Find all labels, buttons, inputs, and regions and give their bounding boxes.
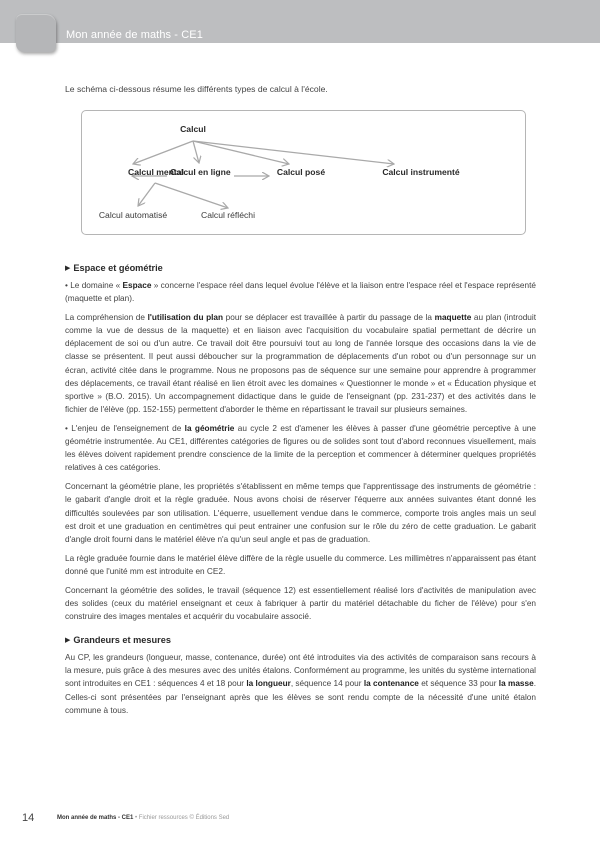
paragraph: • Le domaine « Espace » concerne l'espace réel dans lequel évolue l'élève et la liaison entre l'espace réel et l'espace représenté (maquette et plan). [65, 281, 536, 304]
footer-text [57, 815, 229, 821]
paragraph: Concernant la géométrie plane, les propriétés s'établissent en même temps que l'apprentissage des instruments de géométrie : le gabarit d'angle droit et la règle graduée. Nous avons choisi de réserver l'équerre aux années suivantes étant donné les difficultés soulevées par son utilisation. L'équerre, usuellement vendue dans le commerce, comporte trois angles mais un seul est droit et une graduation en centimètres qui peut entrainer une confusion sur le rôle du zéro de cette graduation. Le gabarit d'angle droit fourni dans le matériel élève n'a qu'un seul angle et pas de graduation. [65, 482, 536, 544]
header-tab-decoration [16, 14, 56, 52]
paragraph: La compréhension de l'utilisation du plan pour se déplacer est travaillée à partir du passage de la maquette au plan (introduit comme la vue de dessus de la maquette) et en liaison avec l'acquisition du vocabulaire spatial permettant de décrire un déplacement de soi ou d'un autre. Ce travail doit être poursuivi tout au long de l'année lorsque des occasions dans la vie de classe se présentent. Il peut aussi déboucher sur la programmation de déplacements d'un robot ou d'un personnage sur un écran, activité citée dans le programme. Nous ne proposons pas de séquence sur une semaine pour apprendre à programmer des déplacements, ce travail étant réalisé en lien étroit avec les domaines « Questionner le monde » et « Éducation physique et sportive » (B.O. 2015). Un accompagnement didactique dans le guide de l'enseignant (pp. 231-237) et des activités dans le fichier de l'élève (pp. 152-155) permettent d'aborder le thème en répartissant le travail sur plusieurs semaines. [65, 313, 536, 414]
footer-separator: • [133, 815, 139, 821]
section-espace-geometrie [65, 261, 536, 623]
section-heading-text: Espace et géométrie [73, 263, 163, 273]
node-calcul-instrumente: Calcul instrumenté [382, 167, 460, 177]
section-heading [65, 633, 536, 649]
node-calcul-mental: Calcul mental [128, 167, 184, 177]
footer-book-title: Mon année de maths - CE1 [57, 815, 134, 821]
triangle-bullet-icon: ▶ [65, 265, 71, 272]
node-calcul-reflechi: Calcul réfléchi [201, 210, 255, 220]
triangle-bullet-icon: ▶ [65, 637, 71, 645]
node-calcul-en-ligne [170, 167, 261, 177]
section-grandeurs-mesures [65, 633, 536, 716]
page-number: 14 [22, 812, 35, 824]
node-calcul-automatise: Calcul automatisé [98, 210, 168, 220]
header-title: Mon année de maths - CE1 [66, 29, 203, 41]
section-heading-text: Grandeurs et mesures [73, 635, 171, 646]
intro-text: Le schéma ci-dessous résume les différents types de calcul à l'école. [65, 84, 328, 94]
node-calcul: Calcul [180, 124, 206, 134]
paragraph: Concernant la géométrie des solides, le travail (séquence 12) est essentiellement réalisé lors d'activités de manipulation avec des solides (ceux du matériel enseignant et ceux à fabriquer à partir du matériel détachable du ficher de l'élève) pour s'en construire des images mentales et acquérir du vocabulaire associé. [65, 585, 536, 622]
section-heading [65, 261, 536, 277]
paragraph: • L'enjeu de l'enseignement de la géométrie au cycle 2 est d'amener les élèves à passer d'une géométrie perceptive à une géométrie instrumentée. Au CE1, différentes catégories de figures ou de solides sont tout d'abord reconnues visuellement, mais les élèves doivent rapidement prendre conscience de la limite de la perception et commencer à déterminer quelques propriétés relatives à ces catégories. [65, 423, 536, 473]
calcul-diagram [81, 110, 526, 235]
node-calcul-pose: Calcul posé [276, 167, 326, 177]
sections [65, 261, 536, 723]
paragraph: La règle graduée fournie dans le matériel élève diffère de la règle usuelle du commerce. Les millimètres n'apparaissent pas étant donné que l'unité mm est introduite en CE2. [65, 553, 536, 576]
footer-subtitle: Fichier ressources © Éditions Sed [138, 815, 230, 821]
node-calcul-en-ligne-label: Calcul en ligne [170, 167, 231, 177]
paragraph: Au CP, les grandeurs (longueur, masse, contenance, durée) ont été introduites via des activités de comparaison sans recours à la mesure, puis grâce à des mesures avec des unités étalons. Conformément au programme, les unités du système international sont introduites en CE1 : séquences 4 et 18 pour la longueur, séquence 14 pour la contenance et séquence 33 pour la masse. Celles-ci sont présentées par l'enseignant après que les élèves se sont rendu compte de la nécessité d'une unité étalon commune à tous. [65, 653, 536, 715]
